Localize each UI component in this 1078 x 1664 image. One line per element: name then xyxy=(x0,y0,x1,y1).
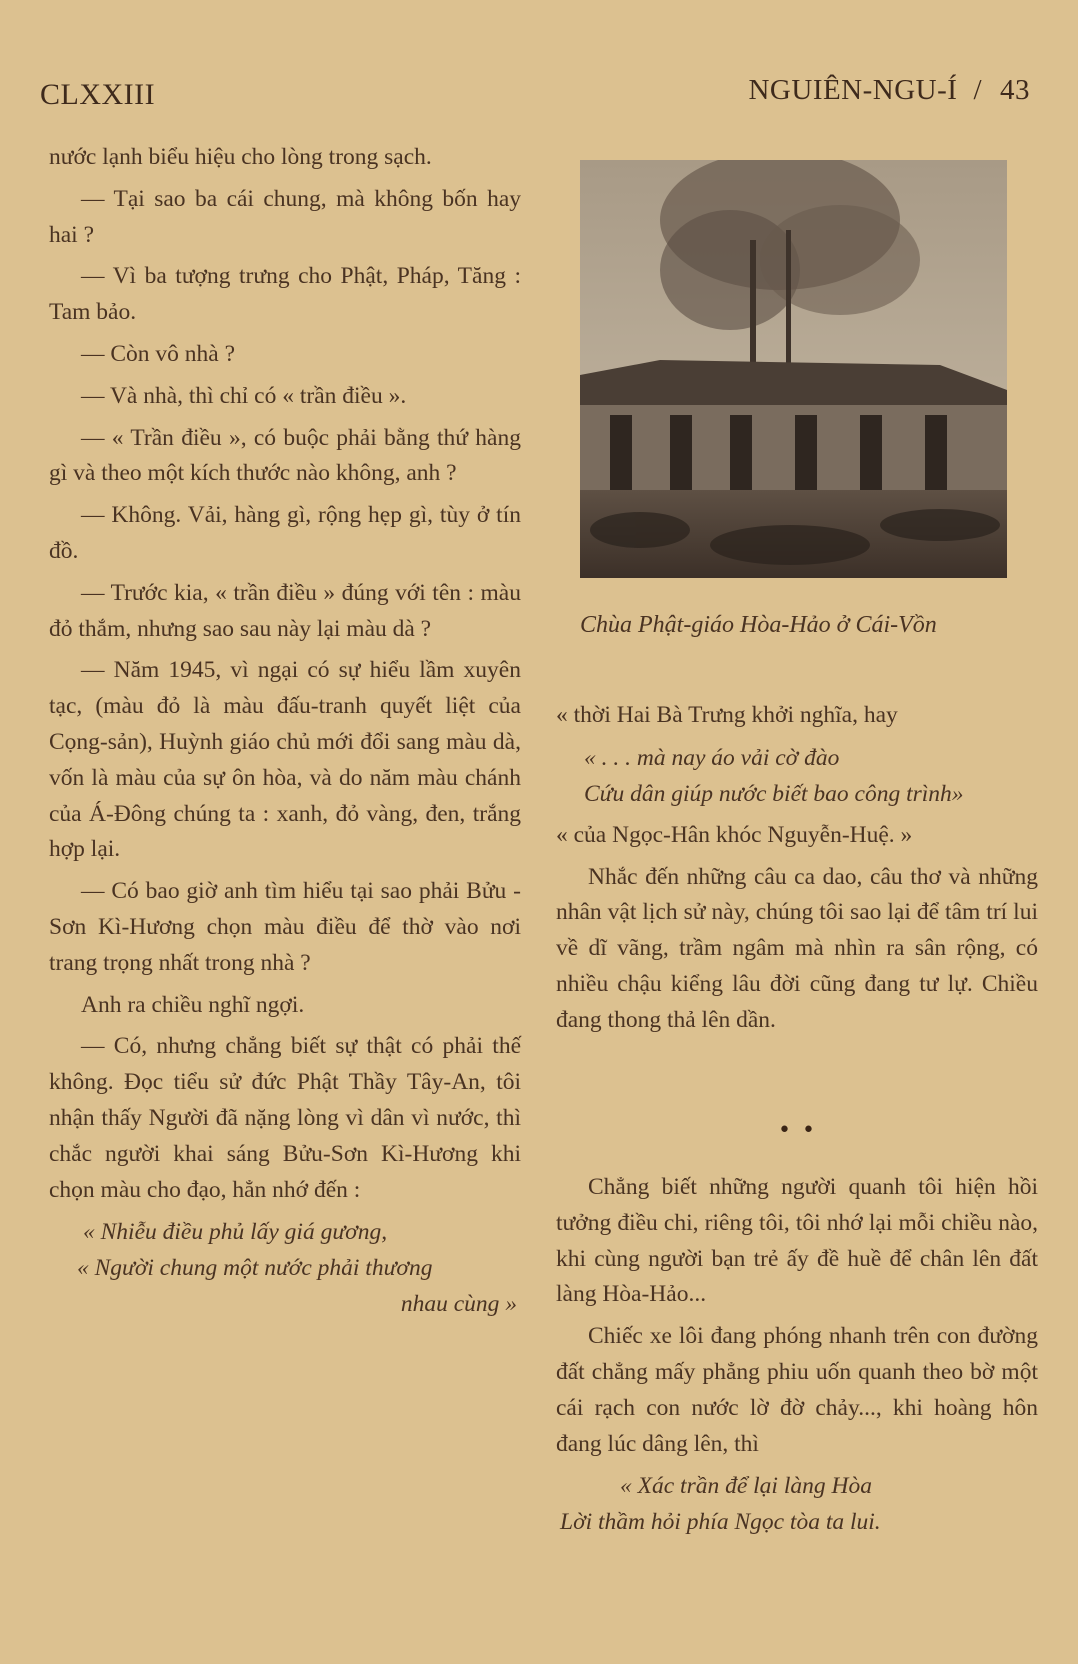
paragraph: Nhắc đến những câu ca dao, câu thơ và những nhân vật lịch sử này, chúng tôi sao lại để tâm trí lui về dĩ vãng, trầm ngâm mà nhìn ra sân rộng, có nhiều chậu kiểng lâu đời cũng đang tư lự. Chiều đang thong thả lên dần. xyxy=(556,863,1038,1033)
paragraph: — « Trần điều », có buộc phải bằng thứ hàng gì và theo một kích thước nào không, anh ? xyxy=(49,424,521,487)
page-number: 43 xyxy=(1000,74,1030,106)
verse-quote xyxy=(556,740,1038,812)
left-column xyxy=(49,140,521,1328)
section-separator: • • xyxy=(778,1118,817,1143)
journal-title: NGUIÊN-NGU-Í xyxy=(748,74,958,106)
verse-line: « Xác trần để lại làng Hòa xyxy=(620,1473,872,1500)
running-header-right xyxy=(748,74,1030,107)
paragraph: nước lạnh biểu hiệu cho lòng trong sạch. xyxy=(49,144,432,170)
verse-line: nhau cùng » xyxy=(400,1291,517,1318)
paragraph: — Có, nhưng chẳng biết sự thật có phải thế không. Đọc tiểu sử đức Phật Thầy Tây-An, tôi nhận thấy Người đã nặng lòng vì dân vì nước, thì chắc người khai sáng Bửu-Sơn Kì-Hương khi chọn màu cho đạo, hẳn nhớ đến : xyxy=(49,1033,521,1203)
right-column-lower xyxy=(556,1170,1038,1546)
paragraph: — Trước kia, « trần điều » đúng với tên : màu đỏ thắm, nhưng sao sau này lại màu dà ? xyxy=(49,579,521,642)
right-column xyxy=(556,698,1038,1045)
verse-quote xyxy=(49,1214,521,1322)
header-separator: / xyxy=(973,74,982,106)
paragraph: « thời Hai Bà Trưng khởi nghĩa, hay xyxy=(556,702,898,728)
verse-quote xyxy=(556,1468,1038,1540)
temple-photo-image xyxy=(580,160,1007,578)
paragraph: — Tại sao ba cái chung, mà không bốn hay hai ? xyxy=(49,185,521,248)
paragraph: « của Ngọc-Hân khóc Nguyễn-Huệ. » xyxy=(556,821,913,848)
paragraph: — Và nhà, thì chỉ có « trần điều ». xyxy=(81,382,407,409)
paragraph: — Vì ba tượng trưng cho Phật, Pháp, Tăng : Tam bảo. xyxy=(49,263,521,326)
temple-photo xyxy=(580,160,1007,578)
verse-line: « Người chung một nước phải thương xyxy=(77,1255,433,1282)
verse-line: Cứu dân giúp nước biết bao công trình» xyxy=(584,780,964,807)
verse-line: « Nhiễu điều phủ lấy giá gương, xyxy=(83,1219,388,1246)
paragraph: — Năm 1945, vì ngại có sự hiểu lầm xuyên tạc, (màu đỏ là màu đấu-tranh quyết liệt của Cọng-sản), Huỳnh giáo chủ mới đổi sang màu dà, vốn là màu của sự ôn hòa, và do năm màu chánh của Á-Đông chúng ta : xanh, đỏ vàng, đen, trắng hợp lại. xyxy=(49,657,521,863)
paragraph: — Không. Vải, hàng gì, rộng hẹp gì, tùy ở tín đồ. xyxy=(49,502,521,564)
paragraph: Chiếc xe lôi đang phóng nhanh trên con đường đất chẳng mấy phẳng phiu uốn quanh theo bờ một cái rạch con nước lờ đờ chảy..., khi hoàng hôn đang lúc dâng lên, thì xyxy=(556,1323,1038,1457)
verse-line: Lời thầm hỏi phía Ngọc tòa ta lui. xyxy=(560,1509,881,1536)
paragraph: Chẳng biết những người quanh tôi hiện hồi tưởng điều chi, riêng tôi, tôi nhớ lại mỗi chiều nào, khi cùng người bạn trẻ ấy đề huề để chân lên đất làng Hòa-Hảo... xyxy=(556,1174,1038,1308)
paragraph: — Có bao giờ anh tìm hiểu tại sao phải Bửu - Sơn Kì-Hương chọn màu điều để thờ vào nơi trang trọng nhất trong nhà ? xyxy=(49,878,521,976)
photo-caption: Chùa Phật-giáo Hòa-Hảo ở Cái-Vồn xyxy=(580,612,937,638)
paragraph: — Còn vô nhà ? xyxy=(81,340,236,367)
verse-line: « . . . mà nay áo vải cờ đào xyxy=(584,744,840,771)
paragraph: Anh ra chiều nghĩ ngợi. xyxy=(81,991,305,1018)
running-header-left: CLXXIII xyxy=(40,78,156,111)
